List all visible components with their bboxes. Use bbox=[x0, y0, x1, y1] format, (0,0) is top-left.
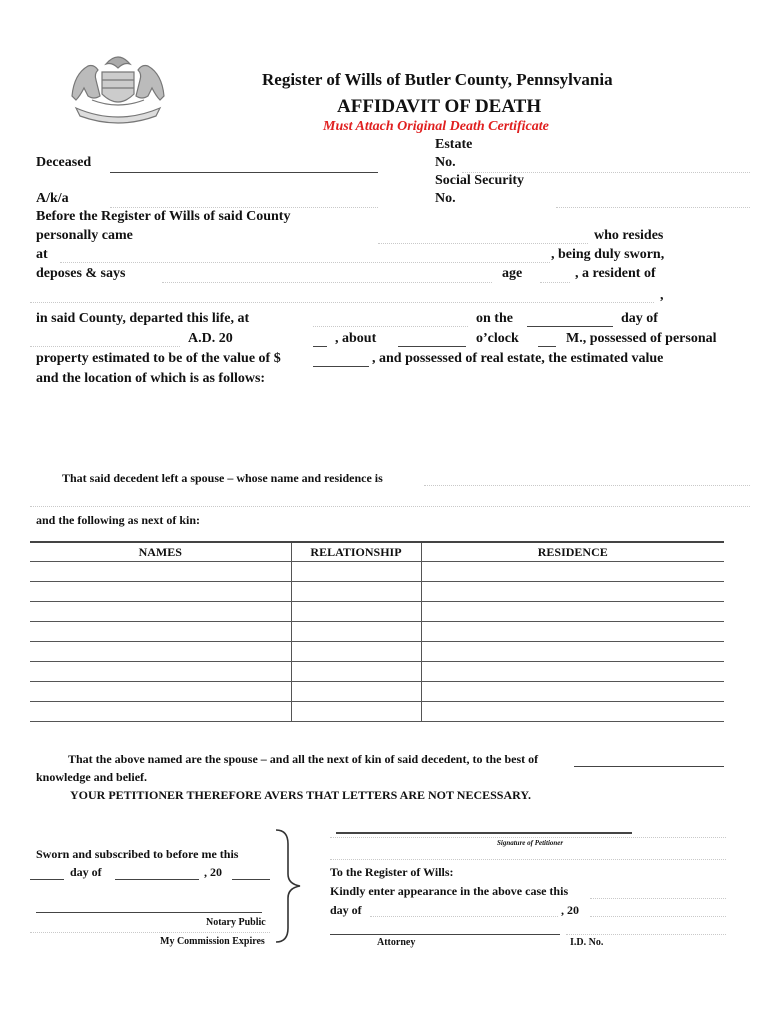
attachment-notice: Must Attach Original Death Certificate bbox=[323, 119, 549, 134]
residence-header: RESIDENCE bbox=[421, 542, 724, 562]
relationship-cell[interactable] bbox=[291, 602, 421, 622]
ss-no-field[interactable] bbox=[556, 207, 750, 208]
deposes-says-text: deposes & says bbox=[36, 266, 126, 281]
personally-came-text: personally came bbox=[36, 228, 133, 243]
spouse-field[interactable] bbox=[424, 485, 750, 486]
possessed-personal-text: M., possessed of personal bbox=[566, 331, 717, 346]
attorney-signature-field[interactable] bbox=[330, 934, 560, 935]
property-value-text: property estimated to be of the value of $ bbox=[36, 351, 281, 366]
kindly-text: Kindly enter appearance in the above case this bbox=[330, 884, 569, 898]
before-register-text: Before the Register of Wills of said County bbox=[36, 209, 291, 224]
residence-cell[interactable] bbox=[421, 582, 724, 602]
residence-cell[interactable] bbox=[421, 682, 724, 702]
deceased-label: Deceased bbox=[36, 155, 92, 170]
signature-guide-line bbox=[330, 859, 726, 860]
estate-label: Estate bbox=[435, 137, 473, 152]
petitioner-signature-field[interactable] bbox=[336, 832, 632, 834]
age-label: age bbox=[502, 266, 523, 281]
ad-20-text: A.D. 20 bbox=[188, 331, 233, 346]
name-cell[interactable] bbox=[30, 602, 291, 622]
relationship-cell[interactable] bbox=[291, 682, 421, 702]
deposes-field[interactable] bbox=[162, 282, 492, 283]
commission-label: My Commission Expires bbox=[160, 936, 265, 947]
real-estate-text: , and possessed of real estate, the estimated value bbox=[372, 351, 664, 366]
notary-signature-field[interactable] bbox=[36, 912, 262, 913]
name-cell[interactable] bbox=[30, 662, 291, 682]
table-row bbox=[30, 702, 724, 722]
residence-cell[interactable] bbox=[421, 702, 724, 722]
am-pm-field[interactable] bbox=[538, 346, 556, 347]
table-row bbox=[30, 602, 724, 622]
name-cell[interactable] bbox=[30, 622, 291, 642]
signature-guide-line bbox=[330, 837, 726, 838]
notary-day-field[interactable] bbox=[30, 879, 64, 880]
to-register-text: To the Register of Wills: bbox=[330, 865, 454, 879]
about-text: , about bbox=[335, 331, 377, 346]
relationship-cell[interactable] bbox=[291, 562, 421, 582]
residence-cell[interactable] bbox=[421, 622, 724, 642]
ss-no-label: No. bbox=[435, 191, 456, 206]
place-of-death-field[interactable] bbox=[313, 326, 468, 327]
affiant-address-field[interactable] bbox=[60, 262, 550, 263]
name-cell[interactable] bbox=[30, 702, 291, 722]
death-time-field[interactable] bbox=[398, 346, 466, 347]
affiant-name-field[interactable] bbox=[378, 243, 588, 244]
day-of-text: day of bbox=[621, 311, 658, 326]
pennsylvania-coat-of-arms-icon bbox=[62, 46, 174, 126]
register-year-field[interactable] bbox=[590, 916, 726, 917]
table-row bbox=[30, 682, 724, 702]
relationship-header: RELATIONSHIP bbox=[291, 542, 421, 562]
notary-year-text: , 20 bbox=[204, 865, 222, 879]
appearance-date-field[interactable] bbox=[590, 898, 726, 899]
petitioner-relation-field[interactable] bbox=[574, 766, 724, 767]
on-the-text: on the bbox=[476, 311, 513, 326]
table-row bbox=[30, 662, 724, 682]
id-no-label: I.D. No. bbox=[570, 937, 604, 948]
register-day-of-text: day of bbox=[330, 903, 362, 917]
id-number-field[interactable] bbox=[566, 934, 726, 935]
notary-public-label: Notary Public bbox=[206, 917, 266, 928]
residence-cell[interactable] bbox=[421, 562, 724, 582]
notary-year-field[interactable] bbox=[232, 879, 270, 880]
spouse-text: That said decedent left a spouse – whose name and residence is bbox=[62, 471, 383, 485]
table-row bbox=[30, 642, 724, 662]
location-text: and the location of which is as follows: bbox=[36, 371, 266, 386]
attestation-text: That the above named are the spouse – and all the next of kin of said decedent, to the best of bbox=[68, 752, 539, 766]
property-value-field[interactable] bbox=[313, 366, 369, 367]
death-month-field[interactable] bbox=[30, 346, 180, 347]
spouse-residence-field[interactable] bbox=[30, 506, 750, 507]
relationship-cell[interactable] bbox=[291, 662, 421, 682]
next-of-kin-text: and the following as next of kin: bbox=[36, 513, 201, 527]
relationship-cell[interactable] bbox=[291, 702, 421, 722]
relationship-cell[interactable] bbox=[291, 582, 421, 602]
table-row bbox=[30, 582, 724, 602]
register-year-text: , 20 bbox=[561, 903, 579, 917]
aka-field[interactable] bbox=[110, 207, 378, 208]
age-field[interactable] bbox=[540, 282, 570, 283]
residence-cell[interactable] bbox=[421, 602, 724, 622]
social-security-label: Social Security bbox=[435, 173, 525, 188]
commission-guide-line bbox=[30, 932, 270, 933]
death-day-field[interactable] bbox=[527, 326, 613, 327]
death-year-field[interactable] bbox=[313, 346, 327, 347]
notary-day-of-text: day of bbox=[70, 865, 102, 879]
being-sworn-text: , being duly sworn, bbox=[551, 247, 665, 262]
sworn-text: Sworn and subscribed to before me this bbox=[36, 847, 239, 861]
signature-label: Signature of Petitioner bbox=[497, 839, 564, 847]
name-cell[interactable] bbox=[30, 682, 291, 702]
relationship-cell[interactable] bbox=[291, 642, 421, 662]
who-resides-text: who resides bbox=[594, 228, 664, 243]
at-text: at bbox=[36, 247, 48, 262]
residence-cell[interactable] bbox=[421, 662, 724, 682]
residence-cell[interactable] bbox=[421, 642, 724, 662]
resident-of-text: , a resident of bbox=[575, 266, 656, 281]
table-row bbox=[30, 562, 724, 582]
names-header: NAMES bbox=[30, 542, 291, 562]
estate-no-label: No. bbox=[435, 155, 456, 170]
relationship-cell[interactable] bbox=[291, 622, 421, 642]
register-month-field[interactable] bbox=[370, 916, 558, 917]
attorney-label: Attorney bbox=[377, 937, 416, 948]
name-cell[interactable] bbox=[30, 582, 291, 602]
office-title: Register of Wills of Butler County, Pennsylvania bbox=[262, 70, 613, 89]
page-title: AFFIDAVIT OF DEATH bbox=[337, 96, 542, 117]
comma-text: , bbox=[660, 288, 664, 303]
knowledge-text: knowledge and belief. bbox=[36, 770, 148, 784]
aka-label: A/k/a bbox=[36, 191, 69, 206]
oclock-text: o’clock bbox=[476, 331, 519, 346]
brace-icon bbox=[274, 828, 304, 944]
departed-text: in said County, departed this life, at bbox=[36, 311, 250, 326]
name-cell[interactable] bbox=[30, 642, 291, 662]
next-of-kin-table bbox=[30, 541, 724, 722]
deceased-field[interactable] bbox=[110, 172, 378, 173]
avers-text: YOUR PETITIONER THEREFORE AVERS THAT LETTERS ARE NOT NECESSARY. bbox=[70, 788, 531, 802]
table-row bbox=[30, 622, 724, 642]
notary-month-field[interactable] bbox=[115, 879, 199, 880]
name-cell[interactable] bbox=[30, 562, 291, 582]
residence-county-field[interactable] bbox=[30, 302, 654, 303]
